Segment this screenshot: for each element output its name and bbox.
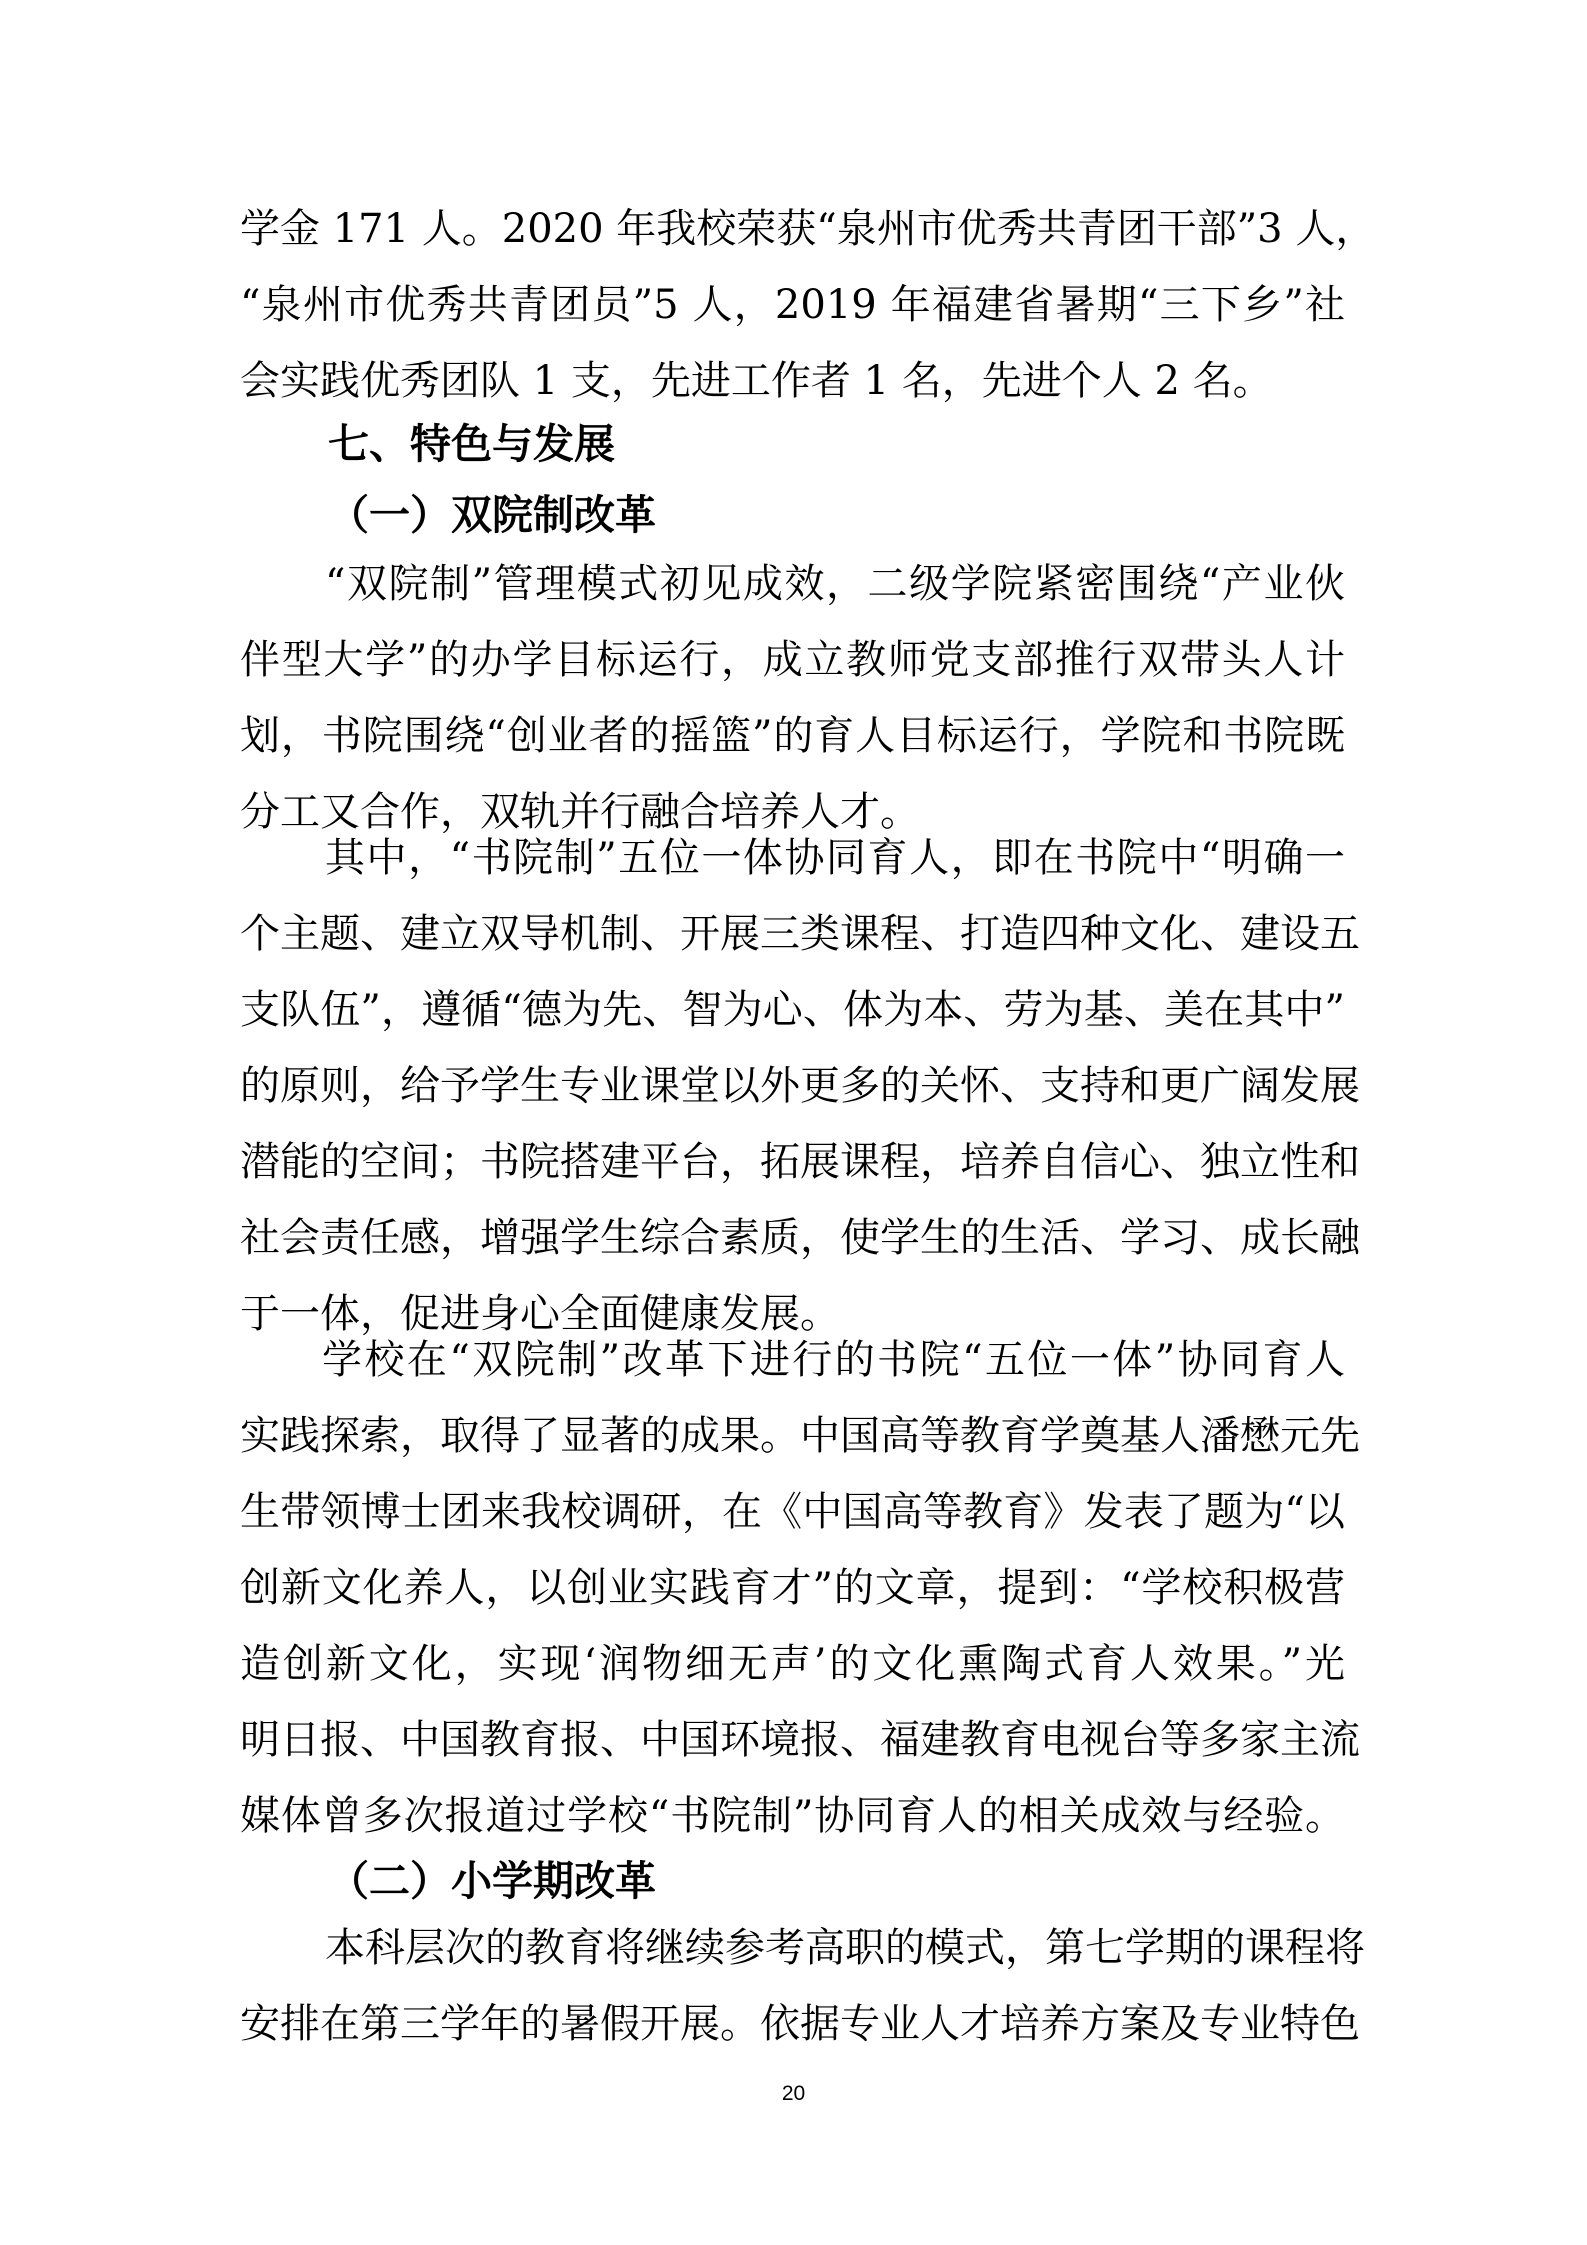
body-line: 学金 171 人。2020 年我校荣获“泉州市优秀共青团干部”3 人，	[240, 206, 1376, 252]
body-line: 社会责任感，增强学生综合素质，使学生的生活、学习、成长融	[240, 1215, 1360, 1261]
body-line: 分工又合作，双轨并行融合培养人才。	[240, 789, 920, 835]
subsection-heading: （一）双院制改革	[328, 491, 656, 539]
body-line: 个主题、建立双导机制、开展三类课程、打造四种文化、建设五	[240, 911, 1360, 957]
subsection-heading: （二）小学期改革	[328, 1857, 656, 1905]
body-line: 学校在“双院制”改革下进行的书院“五位一体”协同育人	[322, 1337, 1345, 1383]
page-number: 20	[781, 2082, 806, 2105]
body-line: 伴型大学”的办学目标运行，成立教师党支部推行双带头人计	[240, 637, 1345, 683]
body-line: 会实践优秀团队 1 支，先进工作者 1 名，先进个人 2 名。	[240, 358, 1273, 404]
body-line: 支队伍”，遵循“德为先、智为心、体为本、劳为基、美在其中”	[240, 987, 1345, 1033]
body-line: 明日报、中国教育报、中国环境报、福建教育电视台等多家主流	[240, 1717, 1360, 1763]
body-line: “双院制”管理模式初见成效，二级学院紧密围绕“产业伙	[325, 561, 1345, 607]
body-line: 媒体曾多次报道过学校“书院制”协同育人的相关成效与经验。	[240, 1793, 1345, 1839]
body-line: “泉州市优秀共青团员”5 人，2019 年福建省暑期“三下乡”社	[240, 282, 1345, 328]
body-line: 划，书院围绕“创业者的摇篮”的育人目标运行，学院和书院既	[240, 713, 1345, 759]
body-line: 创新文化养人，以创业实践育才”的文章，提到：“学校积极营	[240, 1565, 1345, 1611]
body-line: 生带领博士团来我校调研，在《中国高等教育》发表了题为“以	[240, 1489, 1345, 1535]
body-line: 潜能的空间；书院搭建平台，拓展课程，培养自信心、独立性和	[240, 1139, 1360, 1185]
body-line: 安排在第三学年的暑假开展。依据专业人才培养方案及专业特色	[240, 2001, 1360, 2047]
body-line: 于一体，促进身心全面健康发展。	[240, 1291, 840, 1337]
section-heading: 七、特色与发展	[328, 420, 615, 468]
body-line: 本科层次的教育将继续参考高职的模式，第七学期的课程将	[325, 1925, 1365, 1971]
body-line: 实践探索，取得了显著的成果。中国高等教育学奠基人潘懋元先	[240, 1413, 1360, 1459]
body-line: 造创新文化，实现‘润物细无声’的文化熏陶式育人效果。”光	[240, 1641, 1345, 1687]
body-line: 的原则，给予学生专业课堂以外更多的关怀、支持和更广阔发展	[240, 1063, 1360, 1109]
body-line: 其中，“书院制”五位一体协同育人，即在书院中“明确一	[325, 835, 1345, 881]
